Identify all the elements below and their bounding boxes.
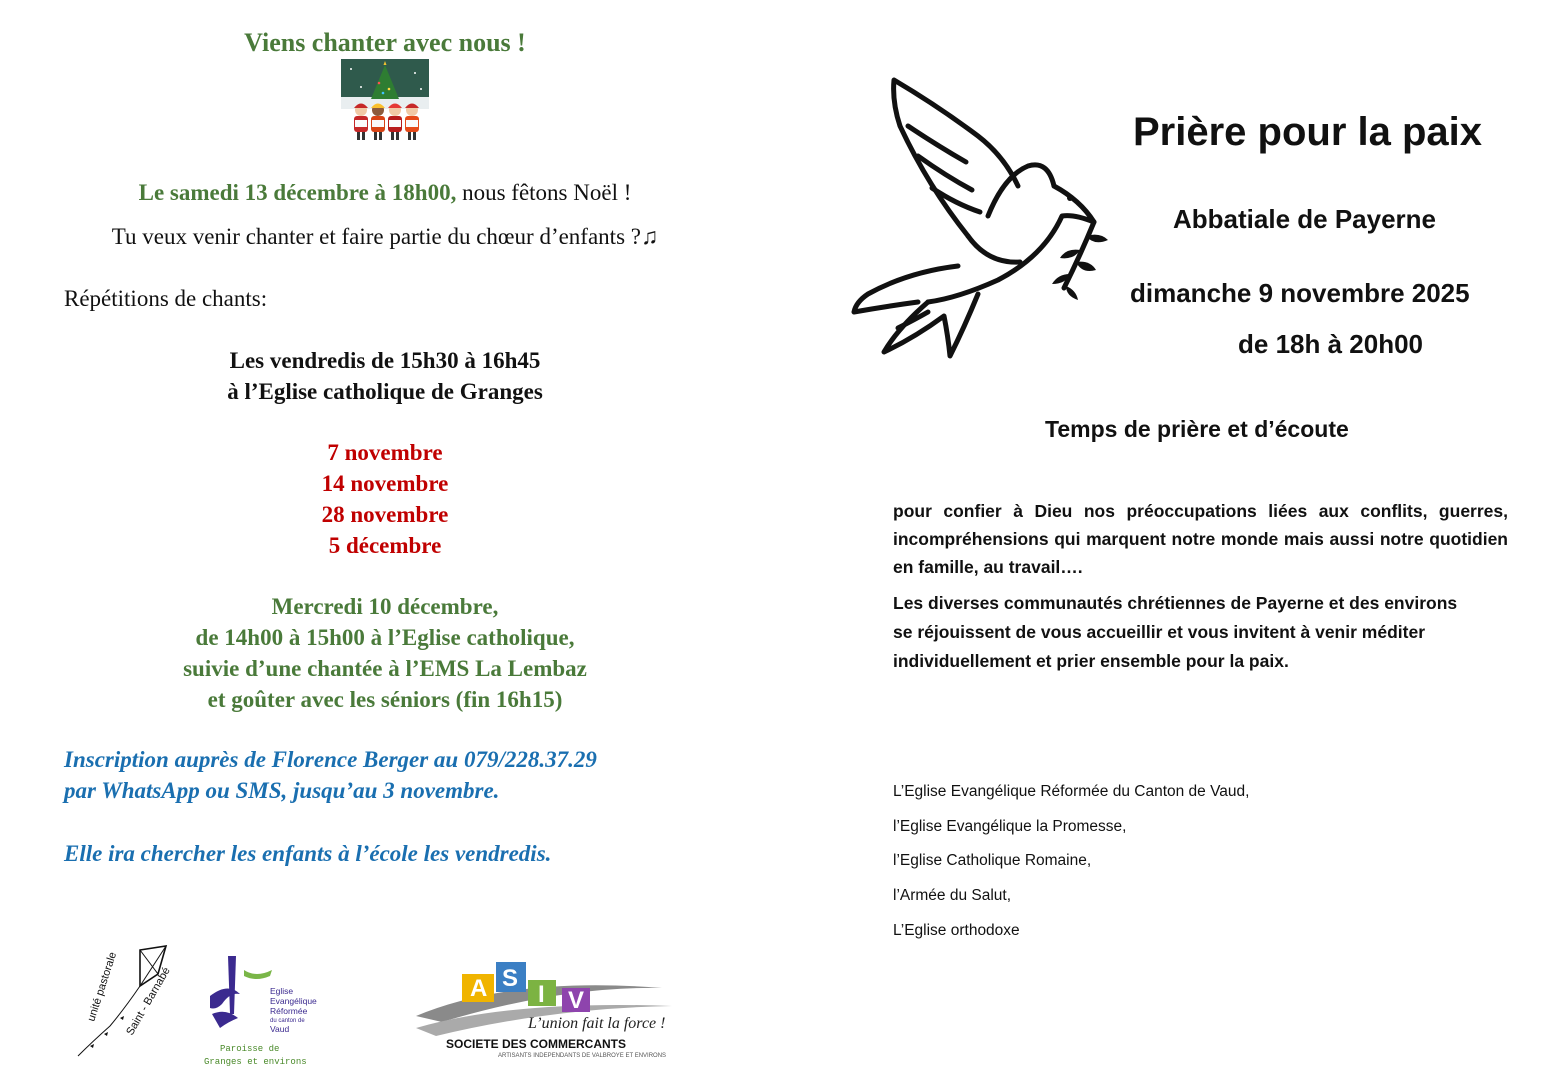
church-name: l’Eglise Catholique Romaine, xyxy=(893,852,1092,869)
rehearsal-title: Répétitions de chants: xyxy=(64,286,268,311)
prayer-description: pour confier à Dieu nos préoccupations liées aux conflits, guerres, incompréhensions qui marquent notre monde mais aussi notre quotidien en famille, au travail…. xyxy=(893,501,1508,577)
logo-text: Vaud xyxy=(270,1024,290,1034)
christmas-carolers-image xyxy=(341,59,429,145)
church-name: l’Eglise Evangélique la Promesse, xyxy=(893,818,1127,835)
prayer-venue: Abbatiale de Payerne xyxy=(1173,204,1436,234)
friday-time: Les vendredis de 15h30 à 16h45 xyxy=(229,348,541,373)
dove-icon xyxy=(848,66,1118,362)
invitation-line: se réjouissent de vous accueillir et vous invitent à venir méditer xyxy=(893,622,1425,642)
prayer-title: Prière pour la paix xyxy=(1133,110,1483,154)
logo-letter: A xyxy=(470,975,488,1002)
logo-text: Eglise xyxy=(270,986,294,996)
inscription-line: par WhatsApp ou SMS, jusqu’au 3 novembre. xyxy=(64,778,500,803)
communities-invitation xyxy=(893,589,1533,676)
rehearsal-date: 5 décembre xyxy=(328,533,442,558)
wednesday-line: et goûter avec les séniors (fin 16h15) xyxy=(207,687,563,712)
eglise-reformee-logo xyxy=(200,952,340,1070)
friday-place: à l’Eglise catholique de Granges xyxy=(227,379,543,404)
logo-letter: S xyxy=(502,965,519,992)
logo-text: Réformée xyxy=(270,1006,308,1016)
prayer-time: de 18h à 20h00 xyxy=(1238,329,1423,359)
wednesday-line: Mercredi 10 décembre, xyxy=(271,594,499,619)
rehearsal-date: 28 novembre xyxy=(321,502,449,527)
logo-sub: ARTISANTS INDEPENDANTS DE VALBROYE ET ENVIRONS xyxy=(498,1053,667,1059)
wednesday-event xyxy=(0,591,770,715)
friday-rehearsals xyxy=(0,345,770,407)
logo-motto: L’union fait la force ! xyxy=(528,1015,666,1032)
pickup-note: Elle ira chercher les enfants à l’école les vendredis. xyxy=(64,841,552,866)
rehearsal-date: 14 novembre xyxy=(321,471,449,496)
logo-text: du canton de xyxy=(270,1018,305,1024)
unite-pastorale-logo xyxy=(70,938,180,1066)
rehearsal-dates xyxy=(0,437,770,561)
logo-text: Paroisse de xyxy=(220,1044,280,1054)
church-name: l’Armée du Salut, xyxy=(893,887,1012,904)
invitation-line: individuellement et prier ensemble pour la paix. xyxy=(893,651,1289,671)
invite-question: Tu veux venir chanter et faire partie du chœur d’enfants ?♫ xyxy=(111,224,659,249)
inscription-note xyxy=(64,744,597,806)
event-description: nous fêtons Noël ! xyxy=(456,180,632,205)
logo-name: SOCIETE DES COMMERCANTS xyxy=(446,1037,627,1051)
flyer-title: Viens chanter avec nous ! xyxy=(244,28,526,57)
prayer-date: dimanche 9 novembre 2025 xyxy=(1130,278,1470,308)
church-name: L’Eglise Evangélique Réformée du Canton de Vaud, xyxy=(893,783,1250,800)
event-line xyxy=(0,180,770,206)
saiv-logo xyxy=(412,956,704,1062)
logo-letter: V xyxy=(568,987,585,1014)
logo-text: Saint - Barnabé xyxy=(124,965,173,1038)
logo-text: unité pastorale xyxy=(85,950,120,1023)
event-date: Le samedi 13 décembre à 18h00, xyxy=(138,180,457,205)
church-name: L’Eglise orthodoxe xyxy=(893,922,1020,939)
invitation-line: Les diverses communautés chrétiennes de Payerne et des environs xyxy=(893,593,1458,613)
logo-text: Granges et environs xyxy=(204,1057,307,1067)
prayer-subtitle: Temps de prière et d’écoute xyxy=(1045,416,1349,442)
logo-letter: I xyxy=(538,981,545,1008)
logo-text: Evangélique xyxy=(270,996,317,1006)
wednesday-line: suivie d’une chantée à l’EMS La Lembaz xyxy=(183,656,587,681)
wednesday-line: de 14h00 à 15h00 à l’Eglise catholique, xyxy=(195,625,575,650)
inscription-line: Inscription auprès de Florence Berger au 079/228.37.29 xyxy=(64,747,597,772)
rehearsal-date: 7 novembre xyxy=(327,440,443,465)
